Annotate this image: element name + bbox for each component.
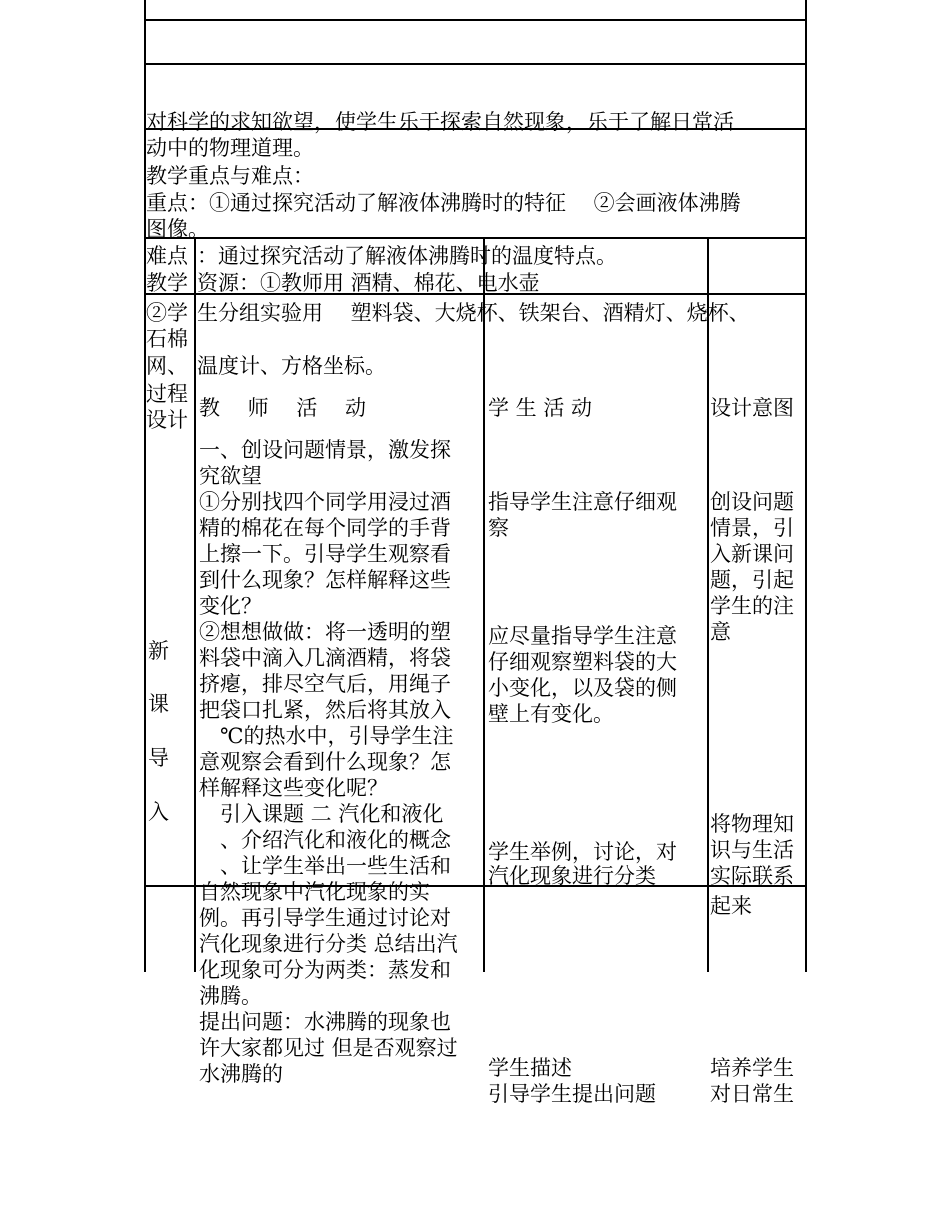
design-intent-note: 培养学生 [710,1056,794,1080]
teacher-activity-line: 究欲望 [199,464,262,488]
section-label: 课 [148,692,169,716]
design-intent-note: 实际联系 [710,864,794,888]
student-activity-note: 应尽量指导学生注意 [488,624,677,648]
teacher-activity-line: 精的棉花在每个同学的手背 [199,516,451,540]
design-intent-note: 识与生活 [710,838,794,862]
teacher-activity-line: 挤瘪，排尽空气后，用绳子 [199,672,451,696]
table-rule [144,63,807,65]
header-student-activity: 学 生 活 动 [488,396,593,420]
teacher-activity-line: 、让学生举出一些生活和 [199,854,451,878]
table-rule [144,19,807,21]
difficulty-label: 难点 [146,244,188,268]
section-label: 入 [148,800,169,824]
teacher-activity-line: 例。再引导学生通过讨论对 [199,906,451,930]
design-intent-note: 意 [710,620,731,644]
student-activity-note: 学生举例，讨论，对 [488,840,677,864]
student-activity-note: 仔细观察塑料袋的大 [488,650,677,674]
student-activity-note: 引导学生提出问题 [488,1082,656,1106]
intro-line: 动中的物理道理。 [146,136,314,160]
resources-text: 温度计、方格坐标。 [197,354,386,378]
resources-text: 网、 [146,354,188,378]
key-points-title: 教学重点与难点： [146,164,314,188]
table-border-right [805,0,807,972]
design-intent-note: 学生的注 [710,594,794,618]
teacher-activity-line: 上擦一下。引导学生观察看 [199,542,451,566]
table-column-divider [707,237,709,972]
teacher-activity-line: 变化？ [199,594,262,618]
teacher-activity-line: 沸腾。 [199,984,262,1008]
resources-text: 生分组实验用 塑料袋、大烧杯、铁架台、酒精灯、烧杯、 [197,301,750,325]
teacher-activity-line: ①分别找四个同学用浸过酒 [199,490,451,514]
design-intent-note: 入新课问 [710,542,794,566]
resources-text: 资源：①教师用 酒精、棉花、电水壶 [197,271,540,295]
resources-text: 石棉 [146,327,188,351]
design-intent-note: 将物理知 [710,812,794,836]
teacher-activity-line: 料袋中滴入几滴酒精，将袋 [199,646,451,670]
teacher-activity-line: ②想想做做：将一透明的塑 [199,620,451,644]
section-label: 导 [148,746,169,770]
process-label: 设计 [146,408,188,432]
design-intent-note: 题，引起 [710,568,794,592]
student-activity-note: 壁上有变化。 [488,702,614,726]
difficulty-text: ：通过探究活动了解液体沸腾时的温度特点。 [197,244,617,268]
resources-label: 教学 [146,271,188,295]
teacher-activity-line: 一、创设问题情景，激发探 [199,438,451,462]
header-design-intent: 设计意图 [710,396,794,420]
teacher-activity-line: ℃的热水中，引导学生注 [199,724,454,748]
key-point-text: 图像。 [146,217,209,241]
design-intent-note: 情景，引 [710,516,794,540]
table-column-divider [194,237,196,972]
table-column-divider [483,237,485,972]
design-intent-note: 起来 [710,894,752,918]
teacher-activity-line: 引入课题 二 汽化和液化 [199,802,444,826]
teacher-activity-line: 化现象可分为两类：蒸发和 [199,958,451,982]
student-activity-note: 学生描述 [488,1056,572,1080]
intro-line: 对科学的求知欲望，使学生乐于探索自然现象，乐于了解日常活 [146,110,734,134]
section-label: 新 [148,639,169,663]
design-intent-note: 创设问题 [710,490,794,514]
teacher-activity-line: 把袋口扎紧，然后将其放入 [199,698,451,722]
teacher-activity-line: 自然现象中汽化现象的实 [199,880,430,904]
teacher-activity-line: 水沸腾的 [199,1062,283,1086]
teacher-activity-line: 汽化现象进行分类 总结出汽 [199,932,458,956]
student-activity-note: 察 [488,516,509,540]
process-label: 过程 [146,382,188,406]
resources-text: ②学 [146,301,188,325]
student-activity-note: 小变化，以及袋的侧 [488,676,677,700]
student-activity-note: 汽化现象进行分类 [488,864,656,888]
key-point-text: 重点：①通过探究活动了解液体沸腾时的特征 ②会画液体沸腾 [146,191,741,215]
student-activity-note: 指导学生注意仔细观 [488,490,677,514]
teacher-activity-column [199,437,458,1087]
teacher-activity-line: 、介绍汽化和液化的概念 [199,828,451,852]
teacher-activity-line: 到什么现象？怎样解释这些 [199,568,451,592]
teacher-activity-line: 提出问题：水沸腾的现象也 [199,1010,451,1034]
design-intent-note: 对日常生 [710,1082,794,1106]
header-teacher-activity: 教 师 活 动 [199,396,367,420]
teacher-activity-line: 意观察会看到什么现象？怎 [199,750,451,774]
teacher-activity-line: 许大家都见过 但是否观察过 [199,1036,458,1060]
teacher-activity-line: 样解释这些变化呢？ [199,776,388,800]
